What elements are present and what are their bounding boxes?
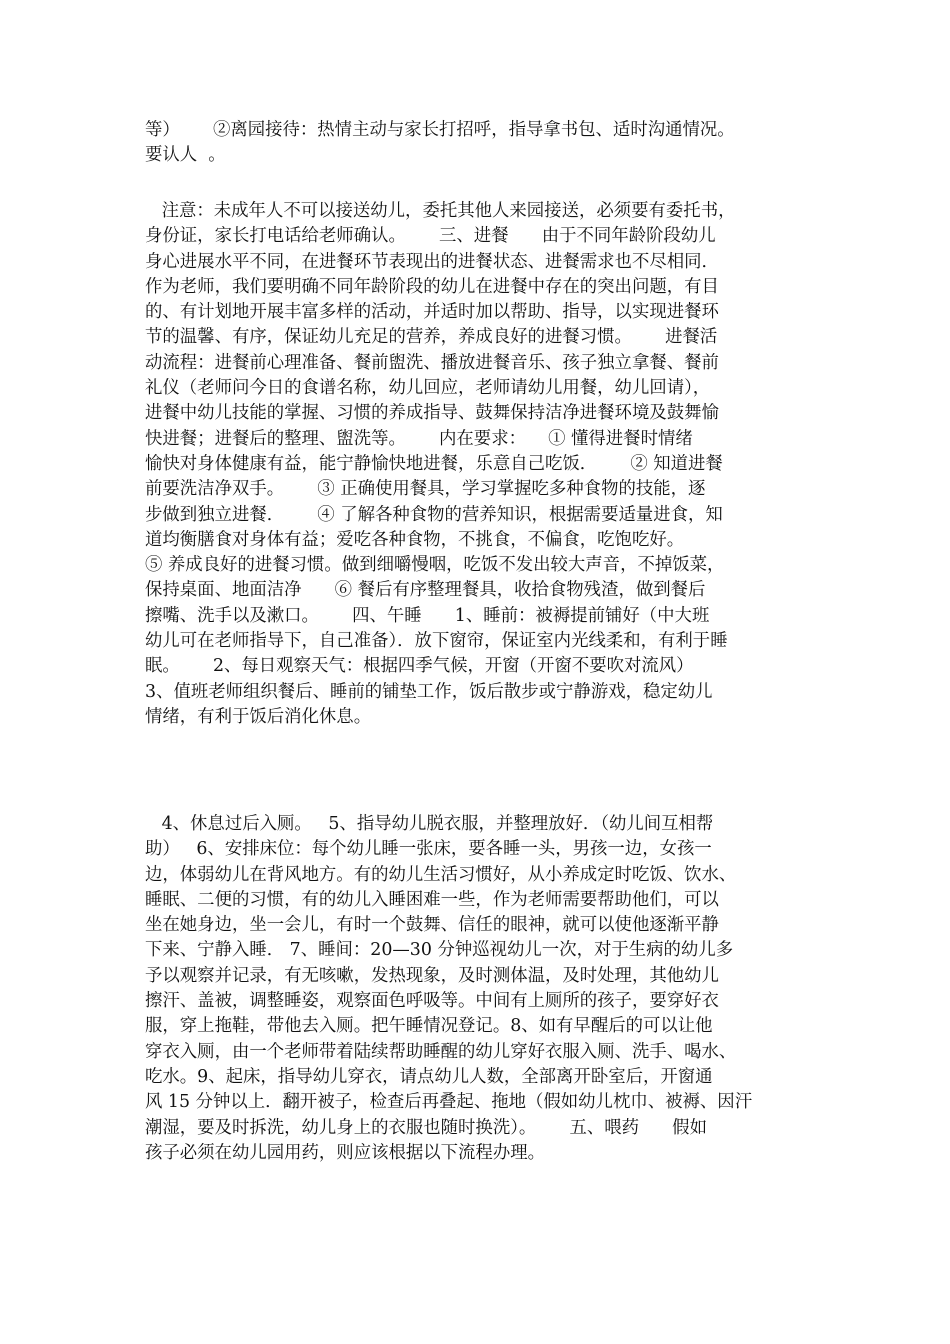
- paragraph-nap: [145, 812, 835, 1166]
- text-line: 要认人 。: [145, 145, 226, 166]
- text-line: 予以观察并记录，有无咳嗽，发热现象，及时测体温，及时处理，其他幼儿: [145, 965, 719, 986]
- text-line: 身心进展水平不同，在进餐环节表现出的进餐状态、进餐需求也不尽相同．: [145, 251, 719, 272]
- text-line: 的、有计划地开展丰富多样的活动，并适时加以帮助、指导，以实现进餐环: [145, 302, 719, 323]
- text-line: 节的温馨、有序，保证幼儿充足的营养，养成良好的进餐习惯。 进餐活: [145, 327, 718, 348]
- text-line: 道均衡膳食对身体有益；爱吃各种食物，不挑食，不偏食，吃饱吃好。: [145, 529, 685, 550]
- text-line: 快进餐；进餐后的整理、盥洗等。 内在要求： ① 懂得进餐时情绪: [145, 428, 693, 449]
- text-line: ⑤ 养成良好的进餐习惯。做到细嚼慢咽，吃饭不发出较大声音，不掉饭菜，: [145, 555, 725, 576]
- text-line: 4、休息过后入厕。 5、指导幼儿脱衣服，并整理放好．（幼儿间互相帮: [145, 814, 714, 834]
- text-line: 坐在她身边，坐一会儿，有时一个鼓舞、信任的眼神，就可以使他逐渐平静: [145, 915, 719, 936]
- text-line: 前要洗洁净双手。 ③ 正确使用餐具，学习掌握吃多种食物的技能，逐: [145, 479, 706, 500]
- text-line: 身份证，家长打电话给老师确认。 三、进餐 由于不同年龄阶段幼儿: [145, 226, 716, 247]
- paragraph-meals: [145, 199, 835, 730]
- text-line: 愉快对身体健康有益，能宁静愉快地进餐，乐意自己吃饭． ② 知道进餐: [145, 453, 723, 474]
- text-line: 助） 6、安排床位：每个幼儿睡一张床，要各睡一头，男孩一边，女孩一: [145, 839, 712, 860]
- text-line: 步做到独立进餐． ④ 了解各种食物的营养知识，根据需要适量进食，知: [145, 504, 723, 525]
- text-line: 礼仪（老师问今日的食谱名称，幼儿回应，老师请幼儿用餐，幼儿回请），: [145, 378, 711, 399]
- text-line: 睡眠、二便的习惯，有的幼儿入睡困难一些，作为老师需要帮助他们，可以: [145, 889, 719, 910]
- text-line: 潮湿，要及时拆洗，幼儿身上的衣服也随时换洗）。 五、喂药 假如: [145, 1117, 707, 1138]
- text-line: 幼儿可在老师指导下，自己准备）．放下窗帘，保证室内光线柔和，有利于睡: [145, 631, 728, 652]
- text-line: 下来、宁静入睡． 7、睡间：20—30 分钟巡视幼儿一次，对于生病的幼儿多: [145, 940, 734, 961]
- text-line: 吃水。9、起床，指导幼儿穿衣，请点幼儿人数，全部离开卧室后，开窗通: [145, 1066, 713, 1087]
- text-line: 风 15 分钟以上．翻开被子，检查后再叠起、拖地（假如幼儿枕巾、被褥、因汗: [145, 1092, 753, 1113]
- text-line: 等） ②离园接待：热情主动与家长打招呼，指导拿书包、适时沟通情况。: [145, 120, 735, 140]
- text-line: 情绪，有利于饭后消化休息。: [145, 706, 372, 727]
- text-line: 擦汗、盖被，调整睡姿，观察面色呼吸等。中间有上厕所的孩子，要穿好衣: [145, 991, 719, 1012]
- text-line: 动流程：进餐前心理准备、餐前盥洗、播放进餐音乐、孩子独立拿餐、餐前: [145, 352, 719, 373]
- text-line: 擦嘴、洗手以及漱口。 四、午睡 1、睡前：被褥提前铺好（中大班: [145, 605, 710, 626]
- text-line: 进餐中幼儿技能的掌握、习惯的养成指导、鼓舞保持洁净进餐环境及鼓舞愉: [145, 403, 719, 424]
- text-line: 3、值班老师组织餐后、睡前的铺垫工作，饭后散步或宁静游戏，稳定幼儿: [145, 681, 713, 702]
- text-line: 穿衣入厕，由一个老师带着陆续帮助睡醒的幼儿穿好衣服入厕、洗手、喝水、: [145, 1041, 737, 1062]
- text-line: 作为老师，我们要明确不同年龄阶段的幼儿在进餐中存在的突出问题，有目: [145, 276, 719, 297]
- text-line: 注意：未成年人不可以接送幼儿，委托其他人来园接送，必须要有委托书，: [145, 201, 736, 221]
- text-line: 保持桌面、地面洁净 ⑥ 餐后有序整理餐具，收拾食物残渣，做到餐后: [145, 580, 706, 601]
- paragraph-dismissal: [145, 118, 835, 169]
- text-line: 服，穿上拖鞋，带他去入厕。把午睡情况登记。8、如有早醒后的可以让他: [145, 1016, 713, 1037]
- text-line: 孩子必须在幼儿园用药，则应该根据以下流程办理。: [145, 1142, 545, 1163]
- text-line: 眠。 2、每日观察天气：根据四季气候，开窗（开窗不要吹对流风）: [145, 656, 694, 677]
- text-line: 边，体弱幼儿在背风地方。有的幼儿生活习惯好，从小养成定时吃饭、饮水、: [145, 864, 737, 885]
